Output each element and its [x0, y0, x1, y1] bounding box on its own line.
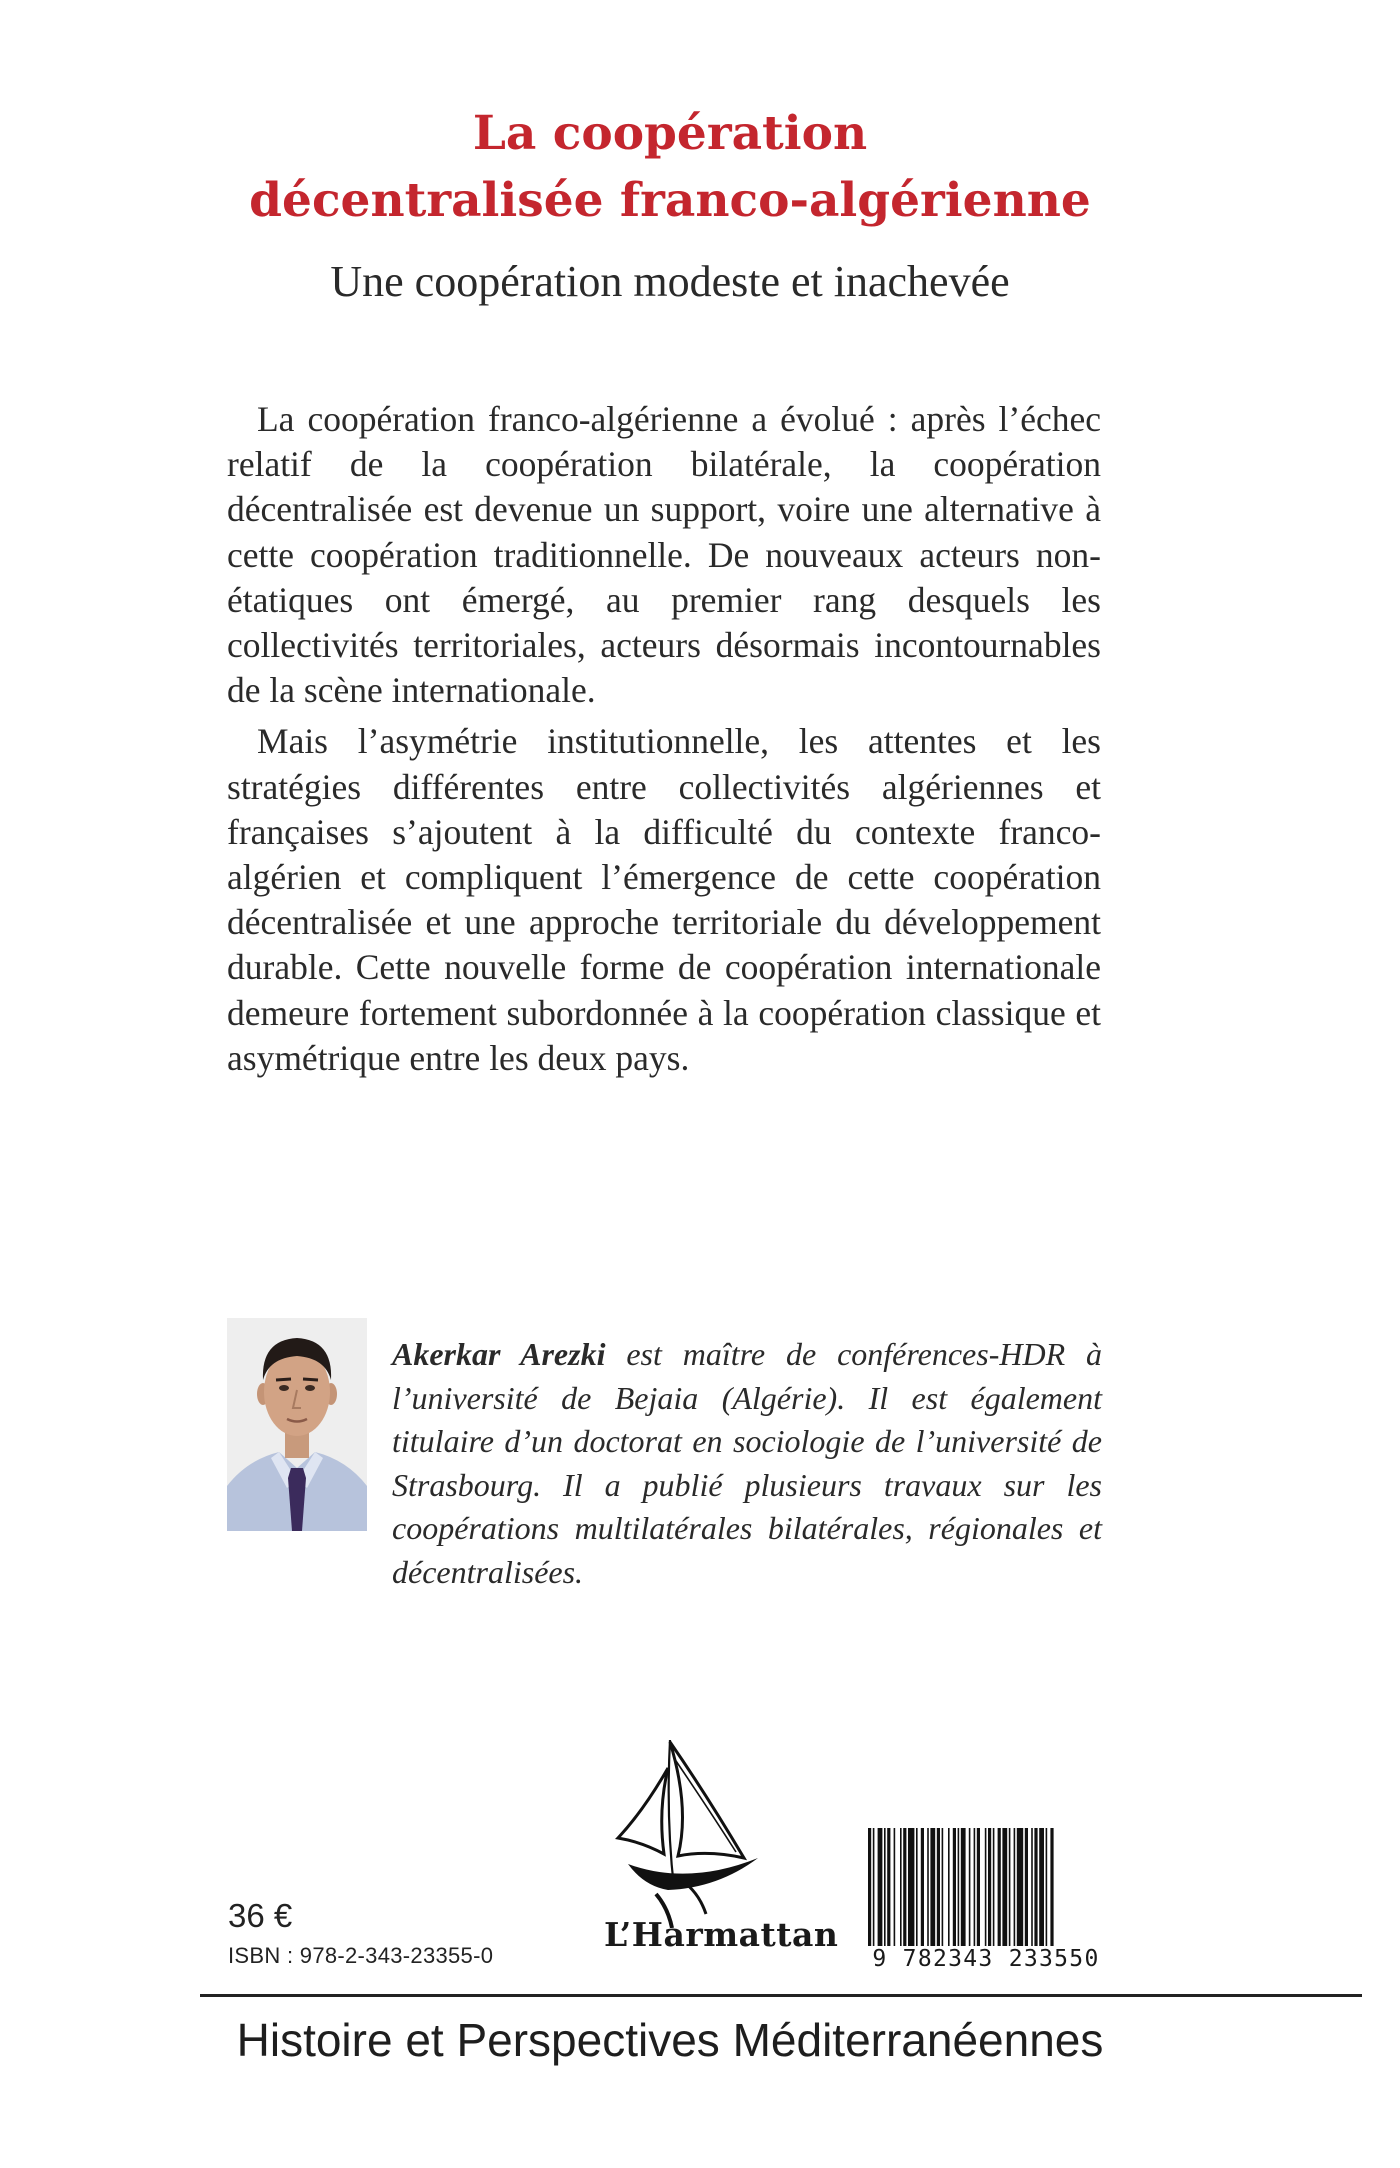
barcode-bar	[894, 1828, 896, 1946]
series-name: Histoire et Perspectives Méditerranéennes	[236, 2014, 1104, 2066]
price: 36 €	[228, 1897, 293, 1934]
barcode-bar	[948, 1828, 950, 1946]
barcode-bar	[1039, 1828, 1044, 1946]
barcode-bar	[1031, 1828, 1033, 1946]
barcode-bar	[1034, 1828, 1037, 1946]
barcode-bar	[1017, 1828, 1023, 1946]
barcode-bar	[868, 1828, 871, 1946]
barcode-bar	[908, 1828, 914, 1946]
barcode-bar	[1009, 1828, 1011, 1946]
barcode-bar	[916, 1828, 918, 1946]
barcode-bar	[1002, 1828, 1007, 1946]
isbn: ISBN : 978-2-343-23355-0	[228, 1943, 494, 1968]
book-title	[0, 100, 1340, 234]
title-line-1: La coopération	[472, 106, 868, 161]
blurb-paragraph-2: Mais l’asymétrie institutionnelle, les attentes et les stratégies différentes entre collectivités algériennes et françaises s’ajoutent à la difficulté du contexte franco-algérien et compliquent l’émergence de cette coopération décentralisée et une approche territoriale du développement durable. Cette nouvelle forme de coopération internationale demeure fortement subordonnée à la coopération classique et asymétrique entre les deux pays.	[227, 721, 1101, 1078]
barcode-bar	[998, 1828, 1001, 1946]
barcode-bar	[977, 1828, 980, 1946]
author-bio	[392, 1333, 1102, 1594]
barcode-bar	[974, 1828, 976, 1946]
barcode-bar	[927, 1828, 929, 1946]
series-divider	[200, 1994, 1362, 1997]
barcode-bar	[961, 1828, 966, 1946]
author-name: Akerkar Arezki	[392, 1336, 606, 1372]
blurb-paragraph-1: La coopération franco-algérienne a évolué : après l’échec relatif de la coopération bilatérale, la coopération décentralisée est devenue un support, voire une alternative à cette coopération traditionnelle. De nouveaux acteurs non-étatiques ont émergé, au premier rang desquels les collectivités territoriales, acteurs désormais incontournables de la scène internationale.	[227, 399, 1101, 711]
barcode-icon	[864, 1828, 1108, 1946]
barcode-bar	[884, 1828, 886, 1946]
barcode-bar	[969, 1828, 971, 1946]
barcode	[864, 1828, 1108, 1979]
barcode-bar	[903, 1828, 906, 1946]
barcode-bar	[1025, 1828, 1028, 1946]
title-line-2: décentralisée franco-algérienne	[249, 173, 1091, 228]
barcode-bar	[1046, 1828, 1048, 1946]
barcode-bar	[985, 1828, 987, 1946]
author-portrait-icon	[227, 1318, 367, 1531]
book-subtitle: Une coopération modeste et inachevée	[330, 257, 1010, 306]
barcode-bar	[953, 1828, 956, 1946]
barcode-bar	[1050, 1828, 1053, 1946]
barcode-bar	[887, 1828, 890, 1946]
book-blurb	[227, 397, 1101, 1081]
publisher-name: L’Harmattan	[604, 1915, 839, 1954]
barcode-bar	[988, 1828, 991, 1946]
barcode-bar	[993, 1828, 995, 1946]
barcode-bar	[930, 1828, 935, 1946]
barcode-bar	[921, 1828, 924, 1946]
author-bio-text: est maître de conférences-HDR à l’université de Bejaia (Algérie). Il est également titulaire d’un doctorat en sociologie de l’université de Strasbourg. Il a publié plusieurs travaux sur les coopérations multilatérales bilatérales, régionales et décentralisées.	[392, 1336, 1103, 1590]
barcode-bar	[900, 1828, 902, 1946]
barcode-bar	[1014, 1828, 1016, 1946]
barcode-digits: 9 782343 233550	[872, 1946, 1100, 1972]
barcode-bar	[878, 1828, 883, 1946]
author-photo	[227, 1318, 367, 1531]
barcode-bar	[958, 1828, 960, 1946]
barcode-bar	[873, 1828, 875, 1946]
barcode-bar	[942, 1828, 944, 1946]
sailboat-logo-icon	[608, 1738, 788, 1928]
barcode-bar	[937, 1828, 940, 1946]
